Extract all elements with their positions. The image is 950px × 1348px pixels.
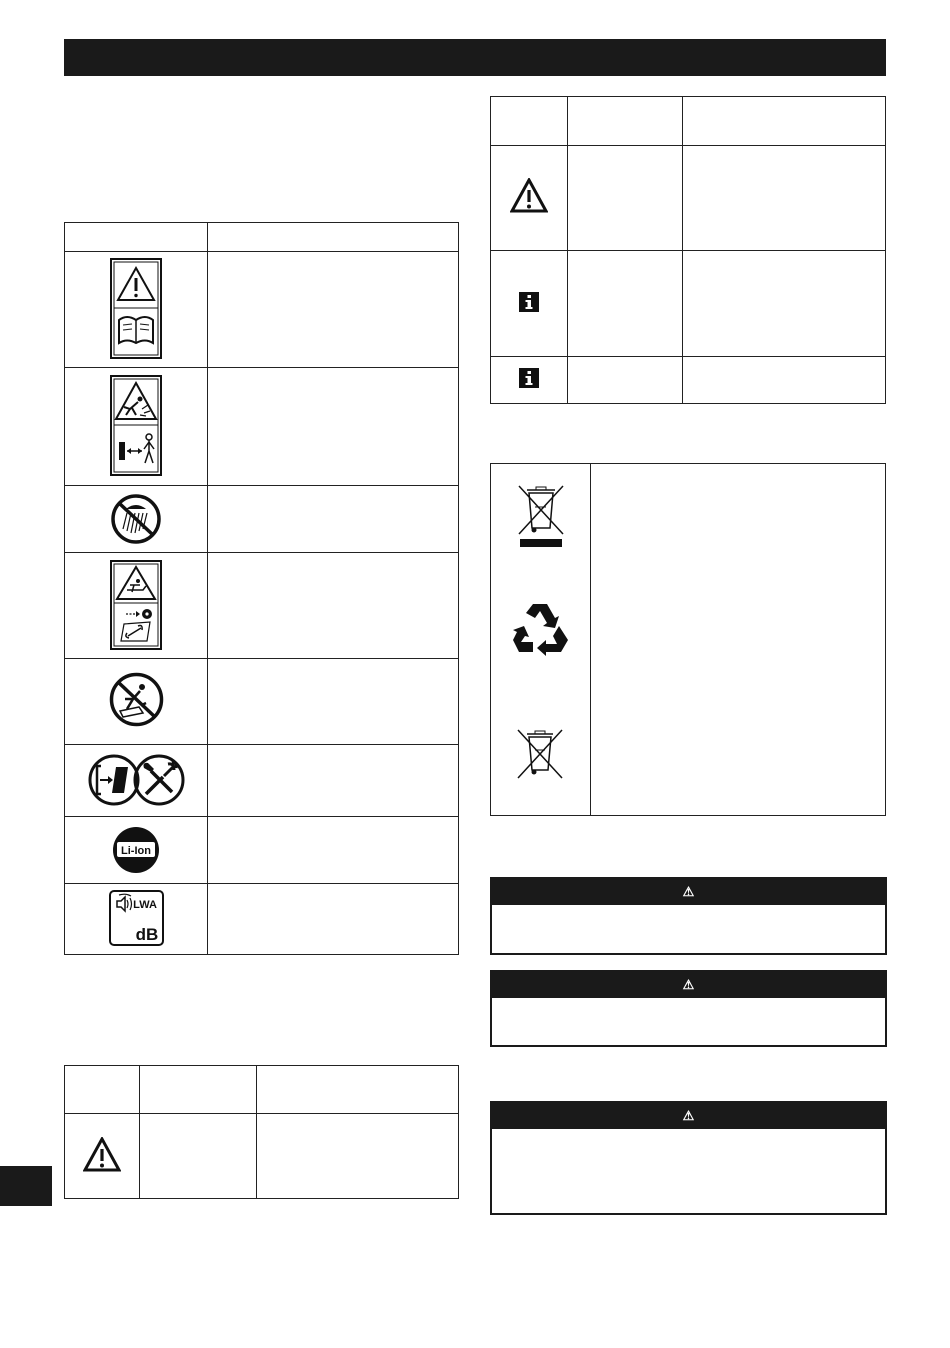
db-label: dB: [135, 925, 159, 944]
header-bar: [64, 39, 886, 76]
warning-box-header: [492, 972, 885, 998]
info-icon: [519, 368, 539, 388]
crossed-bin-icon: [516, 728, 564, 780]
lwa-label: LWA: [133, 899, 157, 911]
signal-word-table: [490, 96, 886, 404]
warning-box: [490, 970, 887, 1047]
recycle-icon: [511, 600, 571, 658]
warning-box: [490, 1101, 887, 1215]
symbols-table: [64, 222, 459, 955]
info-icon: [519, 292, 539, 312]
li-ion-battery-icon: [110, 826, 162, 874]
warning-icon: ⚠: [682, 1108, 695, 1123]
signal-word-table-left: [64, 1065, 459, 1199]
warning-triangle-icon: [510, 178, 548, 213]
li-ion-label: Li-Ion: [121, 845, 151, 857]
thrown-objects-keep-distance-icon: [110, 375, 162, 476]
warning-box: [490, 877, 887, 955]
sound-power-level-icon: [109, 890, 164, 946]
page-side-tab: [0, 1166, 52, 1206]
warning-box-header: [492, 1103, 885, 1129]
warning-box-header: [492, 879, 885, 905]
no-rain-icon: [109, 493, 163, 545]
recycling-table: [490, 463, 886, 816]
remove-battery-maintenance-icon: [88, 752, 185, 808]
warning-read-manual-icon: [110, 258, 162, 359]
no-feet-near-blade-icon: [109, 671, 164, 728]
warning-triangle-icon: [83, 1137, 121, 1172]
remove-key-before-maintenance-icon: [110, 560, 162, 650]
warning-icon: ⚠: [682, 977, 695, 992]
crossed-bin-bar-icon: [516, 484, 566, 550]
warning-icon: ⚠: [682, 884, 695, 899]
